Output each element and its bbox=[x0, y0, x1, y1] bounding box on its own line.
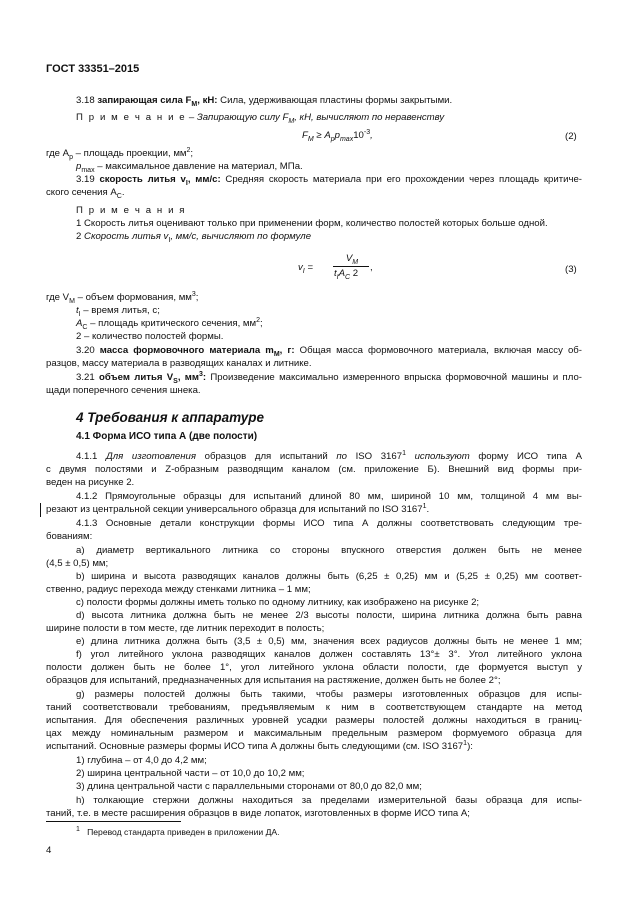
dim-item-2: 2) ширина центральной части – от 10,0 до 10,2 мм; bbox=[76, 768, 305, 779]
term-3-20-cont: разцов, массу материала в разводящих каналах и литнике. bbox=[46, 358, 312, 369]
where-3-line2: $t_I$ – время литья, с; bbox=[76, 305, 160, 318]
para-4-1-3-l1: 4.1.3 Основные детали конструкции формы ИСО типа А должны соответствовать следующим тре- bbox=[76, 518, 582, 529]
equation-3-tail: , bbox=[370, 262, 373, 273]
item-b-l1: b) ширина и высота разводящих каналов должны быть (6,25 ± 0,25) мм и (5,25 ± 0,25) мм соответ- bbox=[76, 571, 582, 582]
equation-3-lhs: $v_I$ = bbox=[298, 262, 314, 275]
notes-3-19-n1: 1 Скорость литья оценивают только при применении форм, количество полостей которых больше одной. bbox=[76, 218, 548, 229]
where-3-line3: $A_C$ – площадь критического сечения, $мм^2$; bbox=[76, 316, 263, 331]
where-2-line2: $p_{max}$ – максимальное давление на материал, МПа. bbox=[76, 161, 303, 174]
where-3-line1: где $V_M$ – объем формования, $мм^3$; bbox=[46, 290, 199, 305]
equation-3-denominator: $t_IA_C$ 2 bbox=[334, 268, 359, 281]
item-g-l1: g) размеры полостей должны быть такими, чтобы размеры изготовленных образцов для испы- bbox=[76, 689, 582, 700]
term-3-21: 3.21 объем литья $V_S$, $мм^3$: Произведение максимально измеренного впрыска формовочной машины и пло- bbox=[76, 370, 582, 385]
section-4-heading: 4 Требования к аппаратуре bbox=[76, 410, 265, 425]
equation-2: $F_М \ge A_pp_{max}10^{-3}$, bbox=[302, 128, 373, 143]
section-4-1-heading: 4.1 Форма ИСО типа А (две полости) bbox=[76, 431, 258, 442]
page-header-standard: ГОСТ 33351–2015 bbox=[46, 63, 140, 75]
item-g-l4: цах между номинальным размером и максимальным предельным размером формуемого образца для bbox=[46, 728, 582, 739]
para-4-1-2-l1: 4.1.2 Прямоугольные образцы для испытаний длиной 80 мм, шириной 10 мм, толщиной 4 мм вы- bbox=[76, 491, 582, 502]
item-d-l1: d) высота литника должна быть не менее 2/3 высоты полости, ширина литника должна быть равна bbox=[76, 610, 582, 621]
equation-3-number: (3) bbox=[565, 264, 577, 275]
item-g-l3: испытания. Для обеспечения различных уровней усадки размеры полостей должны находиться в границ- bbox=[46, 715, 582, 726]
item-d-l2: ширине полости в том месте, где литник переходит в полость; bbox=[46, 623, 325, 634]
change-bar bbox=[40, 503, 41, 517]
item-a-l2: (4,5 ± 0,5) мм; bbox=[46, 558, 109, 569]
notes-3-19-label: П р и м е ч а н и я bbox=[76, 205, 187, 216]
term-3-21-cont: щади поперечного сечения шнека. bbox=[46, 385, 201, 396]
item-e: e) длина литника должна быть (3,5 ± 0,5) мм, значения всех радиусов должны быть не менее 1 мм; bbox=[76, 636, 582, 647]
footnote-rule bbox=[46, 821, 181, 822]
item-g-l2: таний соответствовали требованиям, предъявляемым к ним в соответствующем стандарте на метод bbox=[46, 702, 582, 713]
item-f-l3: образцов для испытаний, предназначенных для испытания на растяжение, должен быть не более 2°; bbox=[46, 675, 501, 686]
item-h-l2: таний, т.е. в месте расширения образцов в виде лопаток, изготовленных в форме ИСО типа А; bbox=[46, 808, 470, 819]
equation-3-fraction-line bbox=[333, 266, 369, 267]
item-f-l1: f) угол литейного уклона разводящих каналов должен составлять 13°± 3°. Угол литейного уклона bbox=[76, 649, 582, 660]
item-g-l5: испытаний. Основные размеры формы ИСО типа А должны быть следующими (см. ISO 3167$^1$): bbox=[46, 739, 473, 752]
notes-3-19-n2: 2 Скорость литья $v_I$, мм/с, вычисляют по формуле bbox=[76, 231, 312, 244]
para-4-1-2-l2: резают из центральной секции универсального образца для испытаний по ISO 3167$^1$. bbox=[46, 502, 430, 515]
item-b-l2: ственно, радиус перехода между стенками литника – 1 мм; bbox=[46, 584, 311, 595]
item-a-l1: a) диаметр вертикального литника со стороны впускного отверстия должен быть не менее bbox=[76, 545, 582, 556]
para-4-1-1-l3: веден на рисунке 2. bbox=[46, 477, 135, 488]
item-f-l2: полости должен быть не более 1°, угол литейного уклона области полости, где формуется выступ у bbox=[46, 662, 582, 673]
dim-item-3: 3) длина центральной части с параллельными сторонами от 80,0 до 82,0 мм; bbox=[76, 781, 422, 792]
footnote: $^1$ Перевод стандарта приведен в приложении ДА. bbox=[76, 826, 280, 837]
page-number: 4 bbox=[46, 845, 52, 856]
para-4-1-1-l1: 4.1.1 Для изготовления образцов для испытаний по ISO 3167$^1$ используют форму ИСО типа А bbox=[76, 449, 582, 462]
item-c: c) полости формы должны иметь только по одному литнику, как изображено на рисунке 2; bbox=[76, 597, 480, 608]
where-2-line1: где $A_p$ – площадь проекции, $мм^2$; bbox=[46, 146, 194, 161]
equation-3-numerator: $V_M$ bbox=[345, 253, 359, 266]
para-4-1-3-l2: бованиям: bbox=[46, 531, 93, 542]
item-h-l1: h) толкающие стержни должны находиться за пределами измерительной базы образца для испы- bbox=[76, 795, 582, 806]
equation-2-number: (2) bbox=[565, 131, 577, 142]
note-3-18: П р и м е ч а н и е – Запирающую силу $F_М$, кН, вычисляют по неравенству bbox=[76, 112, 445, 125]
where-3-line4: 2 – количество полостей формы. bbox=[76, 331, 224, 342]
term-3-18: 3.18 запирающая сила $F_М$, кН: Сила, удерживающая пластины формы закрытыми. bbox=[76, 95, 453, 108]
term-3-20: 3.20 масса формовочного материала $m_M$, г: Общая масса формовочного материала, включая массу об- bbox=[76, 345, 582, 358]
term-3-19-cont: ского сечения $A_C$. bbox=[46, 187, 125, 200]
para-4-1-1-l2: с двумя полостями и Z-образным разводящим каналом (см. приложение Б). Внешний вид формы при- bbox=[46, 464, 582, 475]
term-3-19: 3.19 скорость литья $v_I$, мм/с: Средняя скорость материала при его прохождении через площадь критиче- bbox=[76, 174, 583, 187]
dim-item-1: 1) глубина – от 4,0 до 4,2 мм; bbox=[76, 755, 207, 766]
